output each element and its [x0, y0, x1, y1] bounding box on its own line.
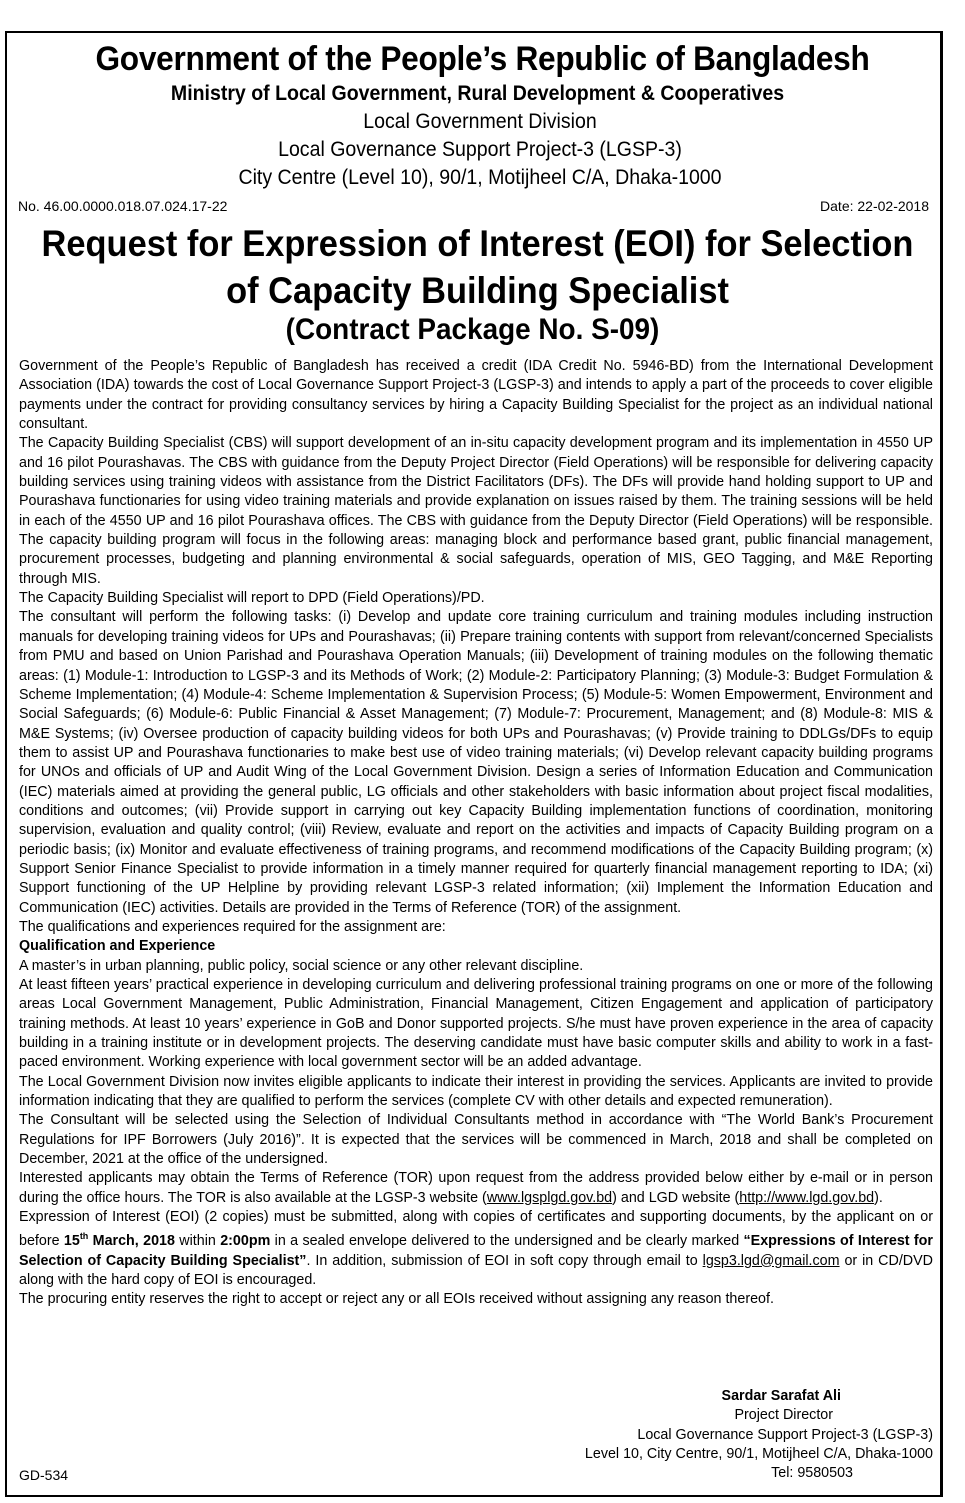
paragraph-experience: At least fifteen years’ practical experience in developing curriculum and delivering professional training programs on one or more of the following areas Local Government Management, Public Administration, Financial Management, Citizen Engagement and application of participatory training methods. At least 10 years’ experience in GoB and Donor supported projects. S/he must have proven experience in the area of capacity building in a training institute or in development projects. The deserving candidate must have basic computer skills and ability to work in a fast-paced environment. Working experience with local government sector will be an added advantage.	[19, 977, 933, 1071]
deadline-date: 15th March, 2018	[63, 1231, 175, 1250]
notice-body	[19, 357, 933, 1310]
lgsp-website-link[interactable]: www.lgsplgd.gov.bd	[486, 1189, 613, 1206]
email-link[interactable]: lgsp3.lgd@gmail.com	[702, 1252, 840, 1269]
address-heading: City Centre (Level 10), 90/1, Motijheel C/A, Dhaka-1000	[238, 166, 722, 189]
paragraph-qualifications-intro: The qualifications and experiences required for the assignment are:	[19, 918, 446, 935]
paragraph-tasks: The consultant will perform the following tasks: (i) Develop and update core training curriculum and training modules including instruction manuals for developing training videos for UPs and Pourashavas; (ii) Prepare training contents with support from relevant/concerned Specialists from PMU and based on Union Parishad and Pourashava Operation Manuals; (iii) Development of training modules on the following thematic areas: (1) Module-1: Introduction to LGSP-3 and its Methods of Work; (2) Module-2: Participatory Planning; (3) Module-3: Budget Formulation & Scheme Implementation; (4) Module-4: Scheme Implementation & Supervision Process; (5) Module-5: Women Empowerment, Environment and Social Safeguards; (6) Module-6: Public Financial & Asset Management; (7) Module-7: Procurement, Management; and (8) Module-8: MIS & M&E Systems; (iv) Oversee production of capacity building videos for both UPs and Pourashavas; (v) Provide training to DDLGs/DFs to equip them to assist UP and Pourashava functionaries to make best use of video training materials; (vi) Develop relevant capacity building programs for UNOs and officials of UP and Audit Wing of the Local Government Division. Design a series of Information Education and Communication (IEC) materials aimed at providing the general public, LG officials and other stakeholders with basic information about project fiscal modalities, conditions and outcomes; (vii) Provide support in carrying out key Capacity Building implementation functions of coordination, monitoring supervision, evaluation and quality control; (viii) Review, evaluate and report on the activities and impacts of Capacity Building program on a periodic basis; (ix) Monitor and evaluate effectiveness of training programs, and recommend modifications of the Capacity Building program; (x) Support Senior Finance Specialist to provide information in a timely manner required for quarterly financial management reporting to IDA; (xi) Support functioning of the UP Helpline by providing relevant LGSP-3 related information; (xii) Implement the Information Education and Communication (IEC) activities. Details are provided in the Terms of Reference (TOR) of the assignment.	[19, 609, 933, 916]
notice-title-line-2: of Capacity Building Specialist	[226, 270, 729, 311]
signature-block	[533, 1387, 933, 1484]
lgd-website-link[interactable]: http://www.lgd.gov.bd	[739, 1189, 875, 1206]
paragraph-reservation: The procuring entity reserves the right to accept or reject any or all EOIs received without assigning any reason thereof.	[19, 1291, 774, 1308]
top-margin	[0, 0, 965, 9]
government-heading: Government of the People’s Republic of Bangladesh	[95, 40, 870, 78]
deadline-time: 2:00pm	[220, 1233, 271, 1250]
qualification-heading: Qualification and Experience	[19, 938, 216, 955]
envelope-marking: “Expressions of Interest for Selection of Capacity Building Specialist”	[19, 1233, 933, 1269]
contract-package: (Contract Package No. S-09)	[285, 313, 660, 346]
paragraph-tor: Interested applicants may obtain the Terms of Reference (TOR) upon request from the address provided below either by e-mail or in person during the office hours. The TOR is also available at the LGSP-3 website (www.lgsplgd.gov.bd) and LGD website (http://www.lgd.gov.bd).	[19, 1170, 933, 1206]
paragraph-credit: Government of the People’s Republic of Bangladesh has received a credit (IDA Credit No. 5946-BD) from the International Development Association (IDA) towards the cost of Local Governance Support Project-3 (LGSP-3) and intends to apply a part of the proceeds to cover eligible payments under the contract for providing consultancy services by hiring a Capacity Building Specialist for the project as an individual national consultant.	[19, 358, 933, 433]
paragraph-degree: A master’s in urban planning, public policy, social science or any other relevant discipline.	[19, 957, 584, 974]
signatory-project: Local Governance Support Project-3 (LGSP-3)	[637, 1426, 933, 1443]
paragraph-reporting: The Capacity Building Specialist will report to DPD (Field Operations)/PD.	[19, 590, 485, 607]
signatory-name: Sardar Sarafat Ali	[721, 1388, 841, 1404]
ministry-heading: Ministry of Local Government, Rural Development & Cooperatives	[170, 82, 785, 105]
notice-title-line-1: Request for Expression of Interest (EOI) for Selection	[41, 223, 914, 264]
paragraph-cbs-role: The Capacity Building Specialist (CBS) will support development of an in-situ capacity development program and its implementation in 4550 UP and 16 pilot Pourashavas. The CBS with guidance from the Deputy Project Director (Field Operations) will be responsible for delivering capacity building services using training videos with assistance from the District Facilitators (DFs). The DFs will provide hand holding support to UP and Pourashava functionaries for using video training materials and provide explanation on issues raised by them. The training sessions will be held in each of the 4550 UP and 16 pilot Pourashava offices. The CBS with guidance from the Deputy Director (Field Operations) will be responsible. The capacity building program will focus in the following areas: managing block and performance based grant, public financial management, procurement processes, budgeting and planning environmental & social safeguards, operation of MIS, GEO Tagging, and M&E Reporting through MIS.	[19, 435, 933, 587]
division-heading: Local Government Division	[363, 110, 597, 133]
reference-number: No. 46.00.0000.018.07.024.17-22	[18, 198, 228, 214]
paragraph-selection: The Consultant will be selected using the Selection of Individual Consultants method in accordance with “The World Bank’s Procurement Regulations for IPF Borrowers (July 2016)”. It is expected that the services will be commenced in March, 2018 and shall be completed on December, 2021 at the office of the undersigned.	[19, 1112, 933, 1168]
gd-code: GD-534	[19, 1467, 69, 1483]
notice-date: Date: 22-02-2018	[820, 198, 929, 214]
signatory-role: Project Director	[734, 1407, 833, 1424]
paragraph-submission: Expression of Interest (EOI) (2 copies) must be submitted, along with copies of certificates and supporting documents, by the applicant on or before 15th March, 2018 within 2:00pm in a sealed envelope delivered to the undersigned and be clearly marked “Expressions of Interest for Selection of Capacity Building Specialist”. In addition, submission of EOI in soft copy through email to lgsp3.lgd@gmail.com or in CD/DVD along with the hard copy of EOI is encouraged.	[19, 1209, 933, 1288]
signatory-address: Level 10, City Centre, 90/1, Motijheel C/A, Dhaka-1000	[584, 1446, 933, 1463]
paragraph-invitation: The Local Government Division now invites eligible applicants to indicate their interest in providing the services. Applicants are invited to provide information indicating that they are qualified to perform the services (complete CV with other details and expected remuneration).	[19, 1073, 933, 1110]
project-heading: Local Governance Support Project-3 (LGSP-3)	[278, 138, 682, 161]
signatory-phone: Tel: 9580503	[771, 1465, 853, 1482]
